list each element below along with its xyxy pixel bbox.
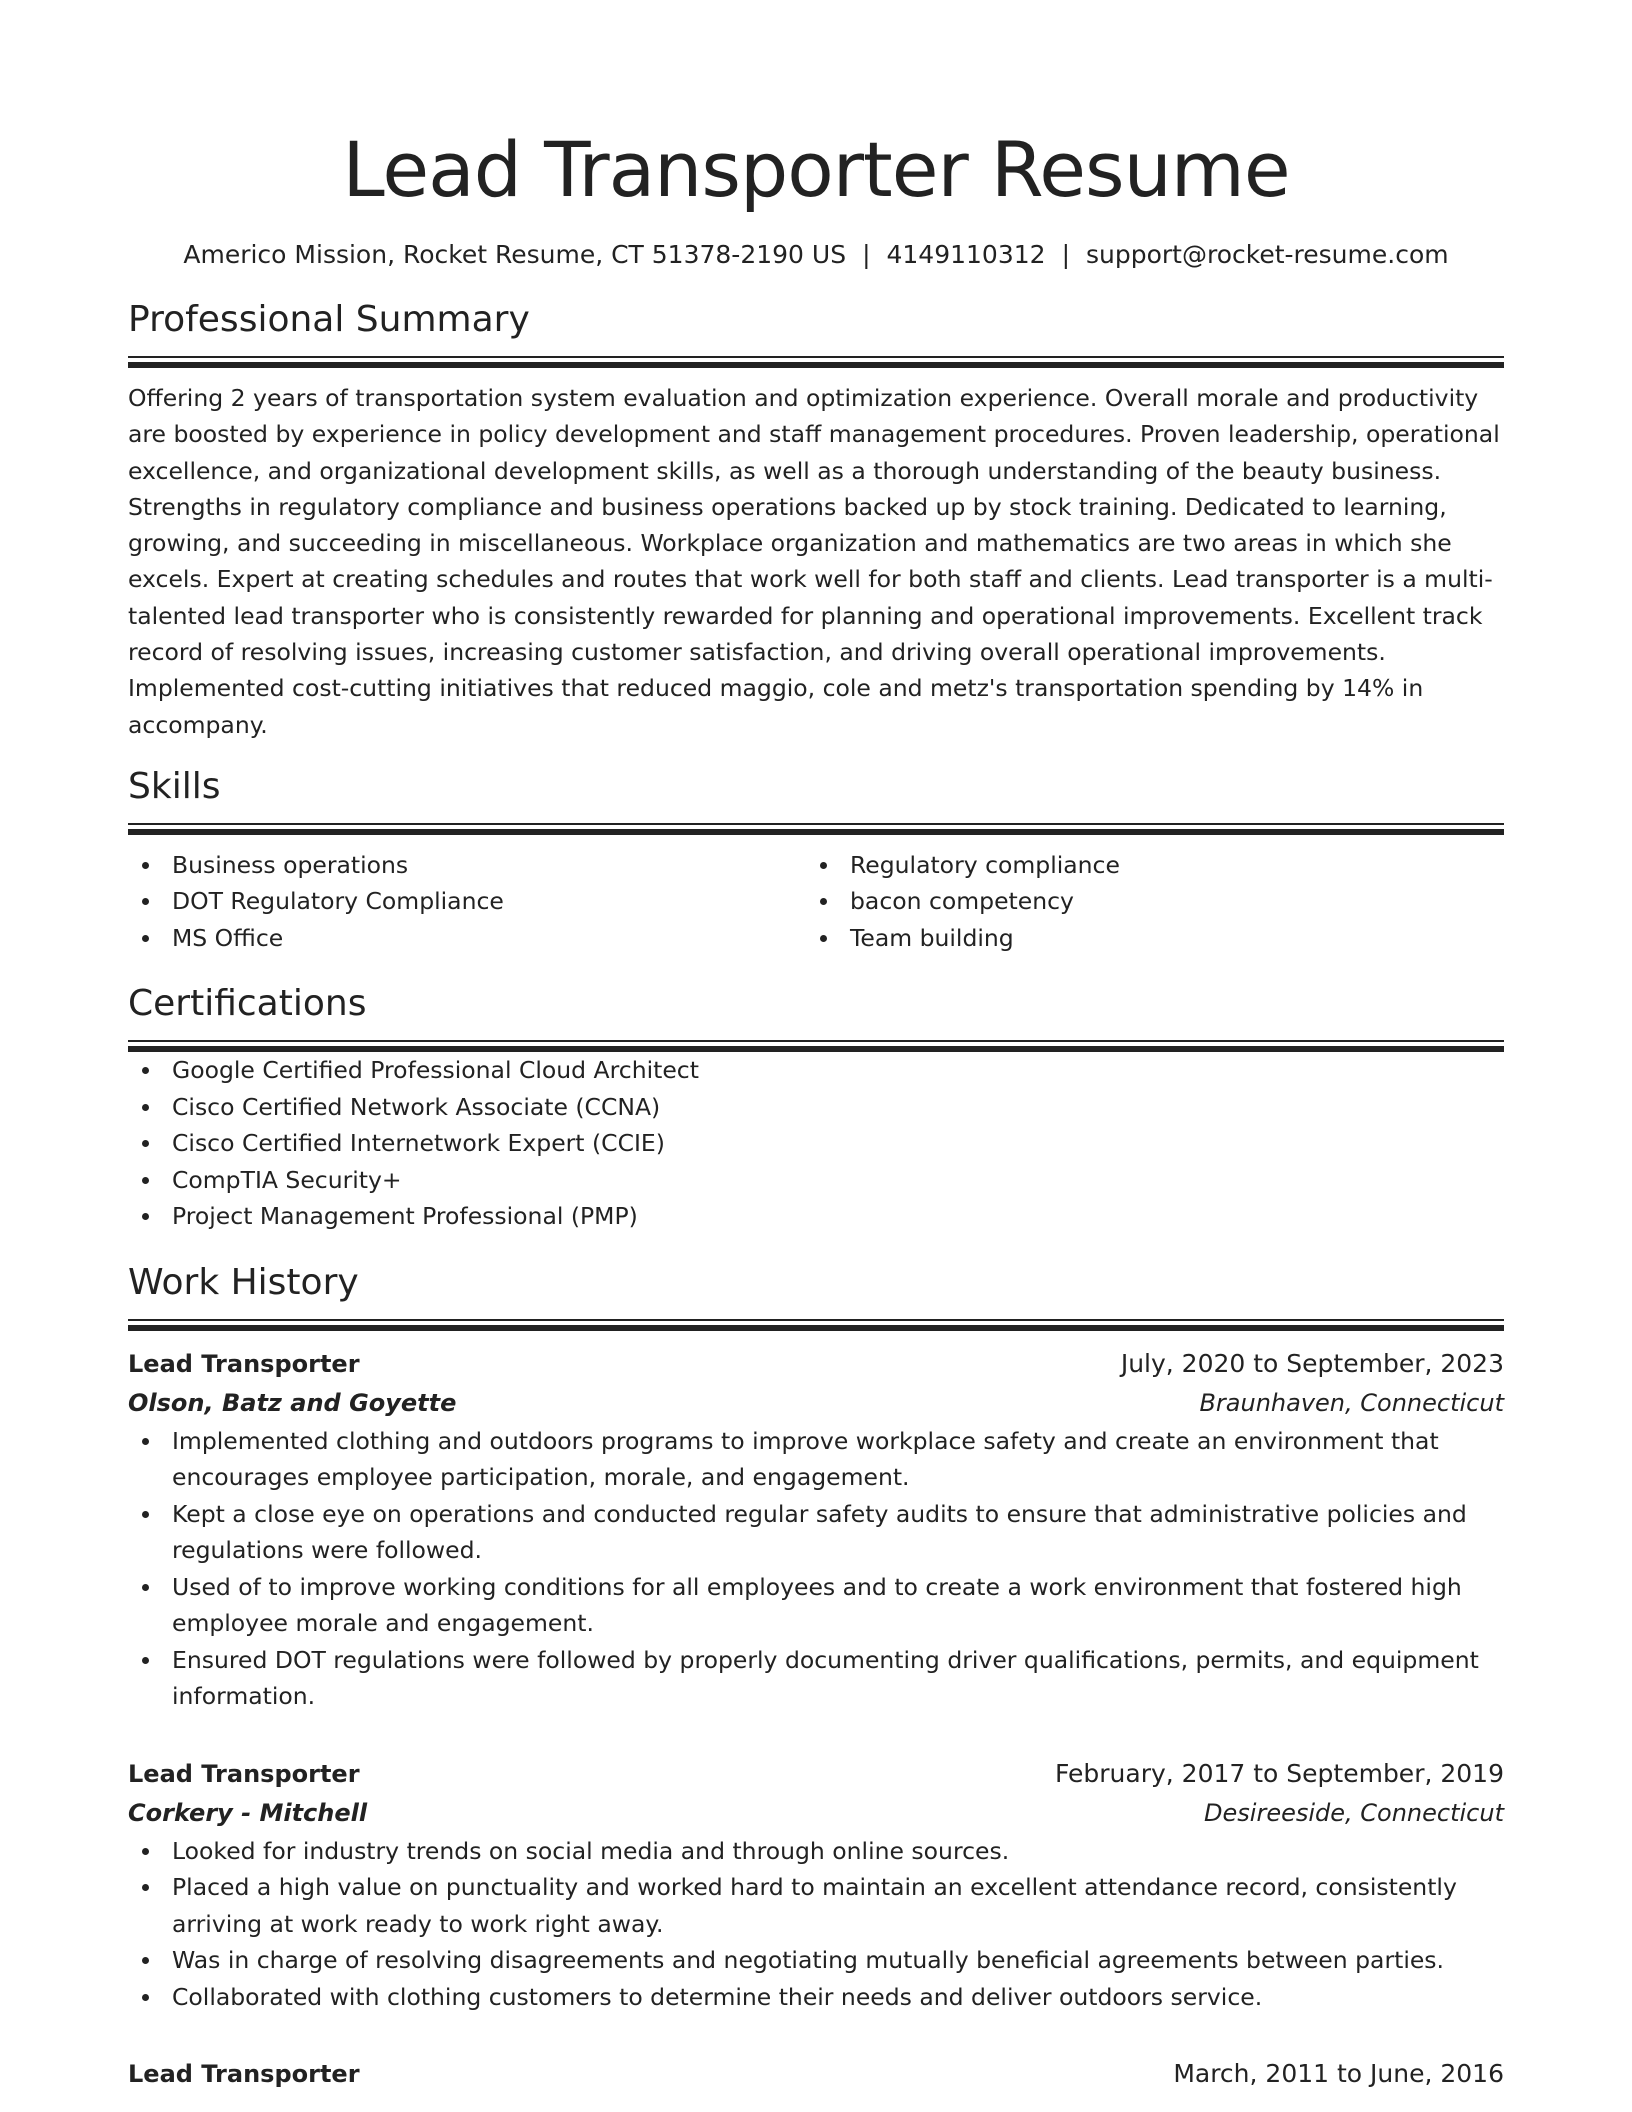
job-duties-list (128, 1833, 1504, 2016)
job-entry (128, 2055, 1504, 2093)
job-duties-list (128, 1423, 1504, 1715)
job-company-row (128, 1383, 1504, 1423)
skills-section (128, 765, 1504, 957)
job-header-row (128, 1755, 1504, 1793)
skill-item: Regulatory compliance (806, 847, 1484, 884)
work-history-section (128, 1261, 1504, 2094)
job-dates: July, 2020 to September, 2023 (1120, 1348, 1504, 1378)
contact-address: Americo Mission, Rocket Resume, CT 51378-2190 US (183, 240, 847, 269)
section-divider (128, 1319, 1504, 1331)
job-title: Lead Transporter (128, 1349, 360, 1378)
skill-item: Team building (806, 920, 1484, 957)
contact-email: support@rocket-resume.com (1086, 240, 1449, 269)
job-duty-item: Looked for industry trends on social media and through online sources. (128, 1833, 1504, 1870)
section-divider (128, 1040, 1504, 1052)
summary-section (128, 298, 1504, 743)
contact-line (128, 238, 1504, 272)
certification-item: Google Certified Professional Cloud Architect (128, 1052, 1504, 1089)
certification-item: Cisco Certified Internetwork Expert (CCIE) (128, 1125, 1504, 1162)
skills-heading: Skills (128, 765, 221, 807)
skill-item: MS Office (128, 920, 806, 957)
job-duty-item: Used of to improve working conditions for all employees and to create a work environment that fostered high employee morale and engagement. (128, 1569, 1504, 1642)
work-history-heading: Work History (128, 1261, 359, 1303)
skill-item: DOT Regulatory Compliance (128, 883, 806, 920)
job-duty-item: Implemented clothing and outdoors programs to improve workplace safety and create an environment that encourages employee participation, morale, and engagement. (128, 1423, 1504, 1496)
job-location: Braunhaven, Connecticut (1199, 1388, 1504, 1417)
certification-item: Project Management Professional (PMP) (128, 1198, 1504, 1235)
job-dates: March, 2011 to June, 2016 (1173, 2059, 1504, 2089)
job-duty-item: Kept a close eye on operations and conducted regular safety audits to ensure that administrative policies and regulations were followed. (128, 1496, 1504, 1569)
resume-title: Lead Transporter Resume (342, 125, 1290, 214)
job-duty-item: Collaborated with clothing customers to determine their needs and deliver outdoors service. (128, 1979, 1504, 2016)
resume-page (128, 0, 1504, 2093)
skills-list-right (806, 847, 1484, 957)
contact-phone: 4149110312 (886, 240, 1046, 269)
contact-separator: | (862, 240, 871, 269)
skill-item: bacon competency (806, 883, 1484, 920)
job-dates: February, 2017 to September, 2019 (1055, 1758, 1504, 1788)
skills-list-left (128, 847, 806, 957)
job-duty-item: Ensured DOT regulations were followed by properly documenting driver qualifications, permits, and equipment information. (128, 1642, 1504, 1715)
skills-grid (128, 847, 1504, 957)
job-duty-item: Placed a high value on punctuality and worked hard to maintain an excellent attendance record, consistently arriving at work ready to work right away. (128, 1869, 1504, 1942)
skills-column-left (128, 847, 806, 957)
certifications-section (128, 982, 1504, 1235)
skills-column-right (806, 847, 1484, 957)
summary-heading: Professional Summary (128, 299, 530, 340)
job-company: Corkery - Mitchell (128, 1798, 368, 1827)
job-company: Olson, Batz and Goyette (128, 1388, 457, 1417)
job-duty-item: Was in charge of resolving disagreements and negotiating mutually beneficial agreements between parties. (128, 1942, 1504, 1979)
job-header-row (128, 1345, 1504, 1383)
job-header-row (128, 2055, 1504, 2093)
job-title: Lead Transporter (128, 2060, 360, 2089)
summary-text: Offering 2 years of transportation system evaluation and optimization experience. Overall morale and productivity are boosted by experience in policy development and staff management procedures. Proven leadership, operational excellence, and organizational development skills, as well as a thorough understanding of the beauty business. Strengths in regulatory compliance and business operations backed up by stock training. Dedicated to learning, growing, and succeeding in miscellaneous. Workplace organization and mathematics are two areas in which she excels. Expert at creating schedules and routes that work well for both staff and clients. Lead transporter is a multi-talented lead transporter who is consistently rewarded for planning and operational improvements. Excellent track record of resolving issues, increasing customer satisfaction, and driving overall operational improvements. Implemented cost-cutting initiatives that reduced maggio, cole and metz's transportation spending by 14% in accompany. (128, 384, 1500, 739)
contact-separator: | (1061, 240, 1070, 269)
section-divider (128, 823, 1504, 835)
certifications-list (128, 1052, 1504, 1235)
certification-item: Cisco Certified Network Associate (CCNA) (128, 1089, 1504, 1126)
section-divider (128, 356, 1504, 368)
job-company-row (128, 1793, 1504, 1833)
certifications-heading: Certifications (128, 983, 367, 1025)
skill-item: Business operations (128, 847, 806, 884)
certification-item: CompTIA Security+ (128, 1162, 1504, 1199)
job-entry (128, 1755, 1504, 2016)
job-title: Lead Transporter (128, 1759, 360, 1788)
job-location: Desireeside, Connecticut (1204, 1798, 1504, 1827)
job-entry (128, 1345, 1504, 1715)
